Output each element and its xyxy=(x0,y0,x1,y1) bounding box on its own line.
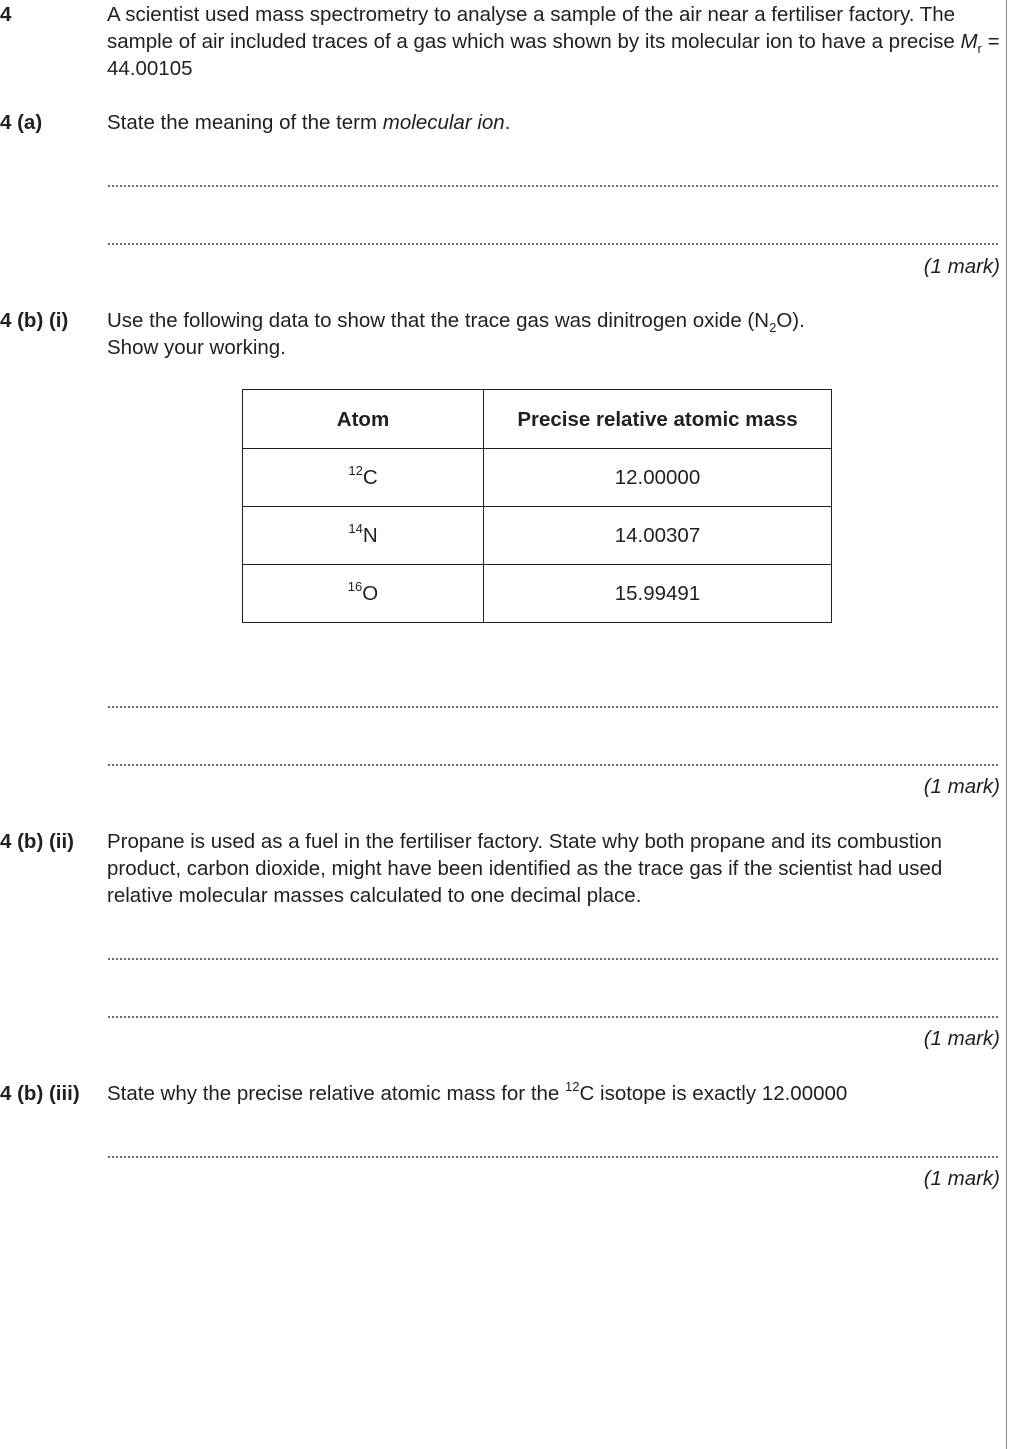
part-b-ii-text: Propane is used as a fuel in the fertiliser factory. State why both propane and its combustion product, carbon dioxide, might have been identified as the trace gas if the scientist had used relative molecular masses calculated to one decimal place. xyxy=(107,830,943,907)
part-b-iii-text-end: isotope is exactly 12.00000 xyxy=(594,1082,848,1105)
isotope-mass-number: 12 xyxy=(565,1079,580,1095)
mass-number: 12 xyxy=(348,463,363,479)
part-b-ii-question xyxy=(107,828,1003,909)
atom-cell xyxy=(243,507,484,565)
part-b-ii-label: 4 (b) (ii) xyxy=(0,830,75,853)
atom-cell xyxy=(243,565,484,623)
header-mass: Precise relative atomic mass xyxy=(484,390,832,449)
element-symbol: O xyxy=(362,582,379,605)
answer-line-bii1[interactable] xyxy=(107,957,1000,961)
part-b-iii-question xyxy=(107,1080,1003,1107)
intro-text: A scientist used mass spectrometry to analyse a sample of the air near a fertiliser factory. The sample of air included traces of a gas which was shown by its molecular ion to have a precise xyxy=(107,3,961,53)
part-a-mark: (1 mark) xyxy=(923,255,1000,278)
page-right-border xyxy=(1006,0,1007,1449)
formula-subscript: 2 xyxy=(769,320,777,336)
table-row xyxy=(243,565,832,623)
mass-number: 16 xyxy=(347,579,363,595)
question-number: 4 xyxy=(0,3,12,26)
part-b-iii-label: 4 (b) (iii) xyxy=(0,1082,80,1105)
atom-cell xyxy=(243,449,484,507)
table-row xyxy=(243,449,832,507)
part-b-i-text-end: O). xyxy=(776,309,805,332)
part-b-i-text: Use the following data to show that the trace gas was dinitrogen oxide (N xyxy=(107,309,770,332)
table-row xyxy=(243,507,832,565)
part-b-i-question xyxy=(107,307,1003,361)
part-b-i-label: 4 (b) (i) xyxy=(0,309,69,332)
answer-line-bii2[interactable] xyxy=(107,1015,1000,1019)
part-b-iii-text: State why the precise relative atomic mass for the xyxy=(107,1082,566,1105)
table-header-row xyxy=(243,390,832,449)
question-intro xyxy=(107,1,1003,82)
part-a-question xyxy=(107,109,1003,136)
mass-number: 14 xyxy=(348,521,363,537)
mr-subscript: r xyxy=(977,41,982,57)
mass-value: 12.00000 xyxy=(484,449,832,507)
isotope-symbol: C xyxy=(579,1082,595,1105)
answer-line-a1[interactable] xyxy=(107,184,1000,188)
part-a-period: . xyxy=(504,111,511,134)
answer-line-bi1[interactable] xyxy=(107,705,1000,709)
mass-value: 15.99491 xyxy=(484,565,832,623)
mass-value: 14.00307 xyxy=(484,507,832,565)
part-b-ii-mark: (1 mark) xyxy=(923,1027,1000,1050)
answer-line-biii1[interactable] xyxy=(107,1155,1000,1159)
part-a-text: State the meaning of the term xyxy=(107,111,383,134)
intro-value: = 44.00105 xyxy=(107,30,1000,80)
mr-symbol: M xyxy=(960,30,978,53)
element-symbol: N xyxy=(362,524,378,547)
part-a-term: molecular ion xyxy=(382,111,505,134)
part-b-i-mark: (1 mark) xyxy=(923,775,1000,798)
part-b-iii-mark: (1 mark) xyxy=(923,1167,1000,1190)
answer-line-bi2[interactable] xyxy=(107,763,1000,767)
part-b-i-instruction: Show your working. xyxy=(107,336,286,359)
atomic-mass-table xyxy=(242,389,832,623)
part-a-label: 4 (a) xyxy=(0,111,43,134)
answer-line-a2[interactable] xyxy=(107,242,1000,246)
header-atom: Atom xyxy=(243,390,484,449)
element-symbol: C xyxy=(362,466,378,489)
